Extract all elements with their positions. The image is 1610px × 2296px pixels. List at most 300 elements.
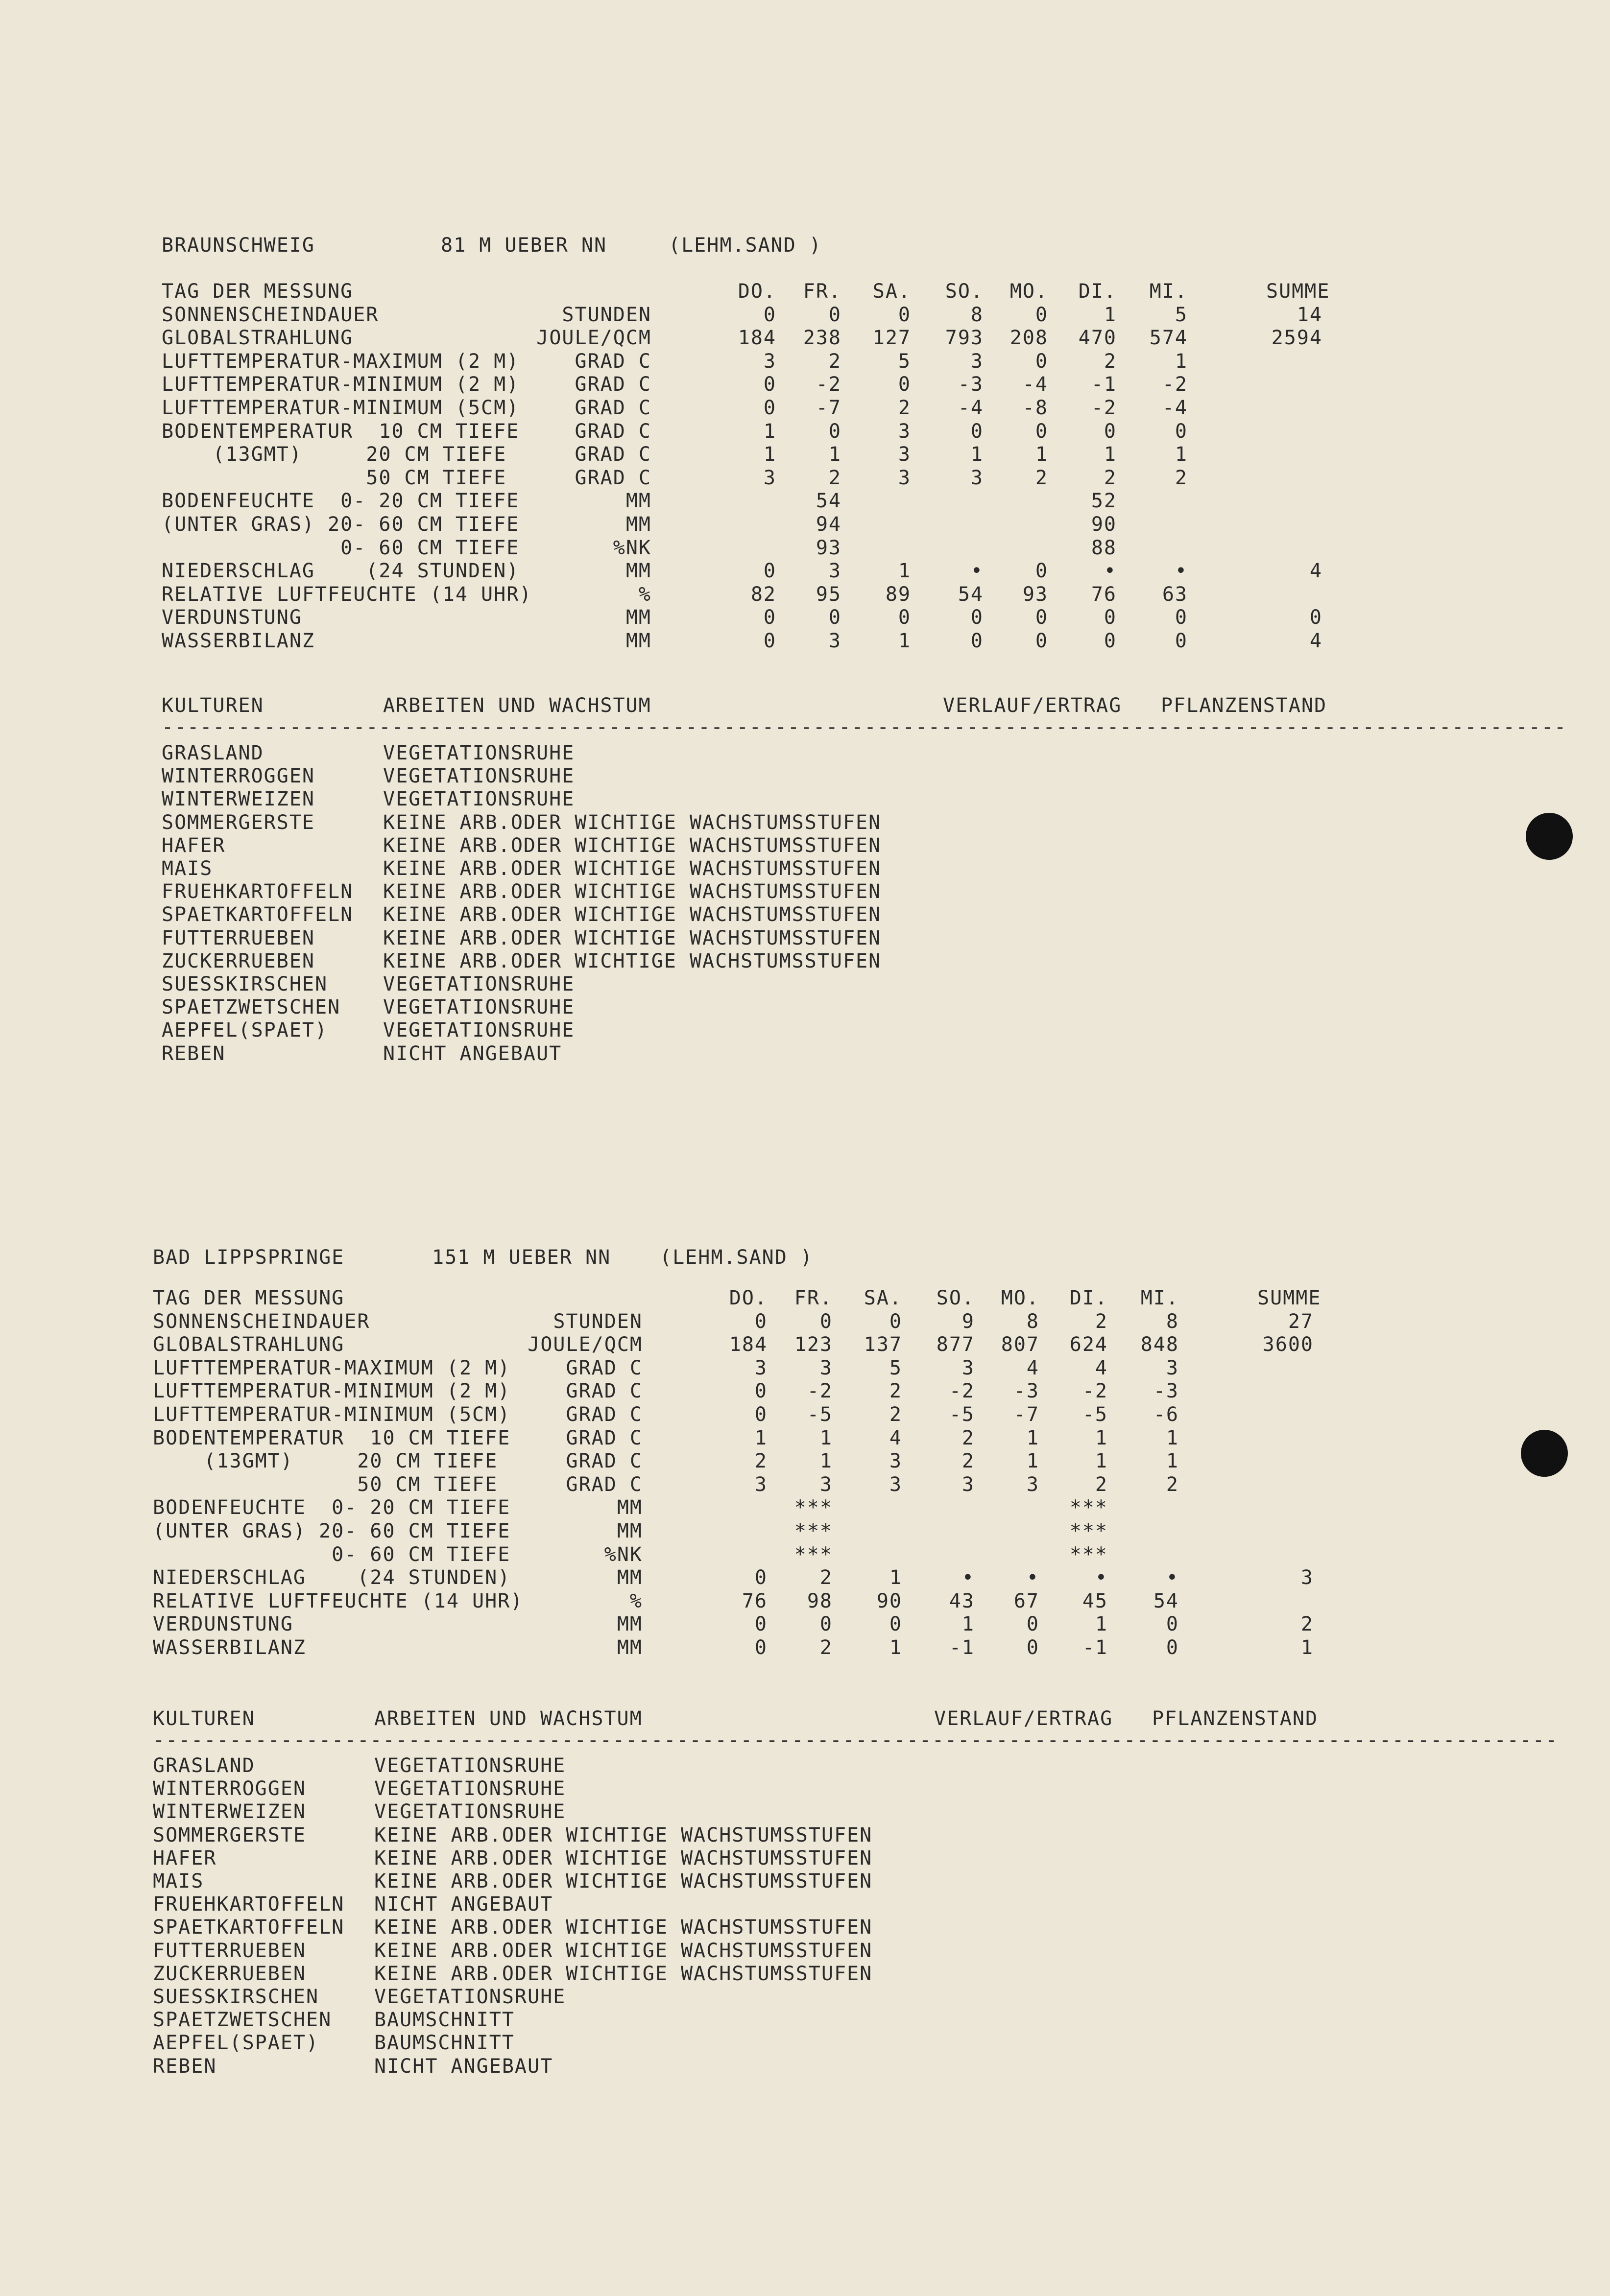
measurement-value: 52 <box>1091 490 1117 513</box>
crop-status: KEINE ARB.ODER WICHTIGE WACHSTUMSSTUFEN <box>383 880 882 903</box>
measurement-value: 2 <box>889 1403 902 1426</box>
measurement-value: 0 <box>763 373 776 396</box>
crop-status: VEGETATIONSRUHE <box>383 742 575 764</box>
measurement-label: LUFTTEMPERATUR-MAXIMUM (2 M) <box>162 350 520 373</box>
measurement-label: NIEDERSCHLAG (24 STUNDEN) <box>153 1566 511 1589</box>
measurement-value: • <box>1026 1566 1039 1589</box>
measurement-value: 90 <box>1091 513 1117 536</box>
crop-status: NICHT ANGEBAUT <box>374 2055 553 2078</box>
measurement-value: 0 <box>1035 630 1048 652</box>
measurement-value: 95 <box>816 583 841 606</box>
day-header: MI. <box>1149 280 1188 303</box>
measurement-label: SONNENSCHEINDAUER <box>153 1310 370 1333</box>
measurement-value: -2 <box>816 373 841 396</box>
measurement-value: 0 <box>1026 1613 1039 1636</box>
measurement-value: 3 <box>819 1356 833 1379</box>
measurement-unit: MM <box>625 606 651 629</box>
measurement-value: 3 <box>898 443 911 466</box>
measurement-value: 2 <box>828 466 841 489</box>
measurement-unit: MM <box>617 1613 643 1636</box>
crop-status: KEINE ARB.ODER WICHTIGE WACHSTUMSSTUFEN <box>383 903 882 926</box>
crop-status: KEINE ARB.ODER WICHTIGE WACHSTUMSSTUFEN <box>374 1870 873 1893</box>
crop-name: FRUEHKARTOFFELN <box>162 880 354 903</box>
crop-name: FUTTERRUEBEN <box>162 926 315 949</box>
day-header: DI. <box>1069 1287 1108 1309</box>
measurement-value: 45 <box>1082 1589 1108 1612</box>
measurement-unit: JOULE/QCM <box>528 1333 643 1356</box>
crop-status: KEINE ARB.ODER WICHTIGE WACHSTUMSSTUFEN <box>374 1846 873 1870</box>
measurement-value: 3 <box>754 1473 768 1496</box>
crop-name: SPAETZWETSCHEN <box>153 2009 332 2032</box>
measurement-value: 3 <box>889 1450 902 1473</box>
crop-name: SPAETKARTOFFELN <box>153 1916 345 1939</box>
station-elevation: 81 M UEBER NN <box>441 234 607 257</box>
measurement-value: 0 <box>1035 350 1048 373</box>
station-name: BAD LIPPSPRINGE <box>153 1246 345 1269</box>
measurement-label: BODENTEMPERATUR 10 CM TIEFE <box>153 1426 511 1449</box>
measurement-value: 0 <box>1035 420 1048 443</box>
measurement-value: • <box>1095 1566 1108 1589</box>
crop-status: KEINE ARB.ODER WICHTIGE WACHSTUMSSTUFEN <box>383 926 882 949</box>
crop-name: SUESSKIRSCHEN <box>162 973 328 995</box>
measurement-value: 184 <box>729 1333 768 1356</box>
measurement-unit: MM <box>625 513 651 536</box>
measurement-value: 54 <box>816 490 841 513</box>
measurement-unit: MM <box>617 1636 643 1659</box>
measurement-value: 0 <box>763 560 776 583</box>
measurement-value: 8 <box>970 303 984 326</box>
crop-status: VEGETATIONSRUHE <box>374 1754 566 1777</box>
day-header: FR. <box>803 280 841 303</box>
measurement-summe: 2 <box>1300 1613 1314 1636</box>
measurement-value: 0 <box>898 606 911 629</box>
measurement-label: 0- 60 CM TIEFE <box>162 536 520 559</box>
measurement-label: VERDUNSTUNG <box>153 1613 293 1636</box>
measurement-value: -5 <box>1082 1403 1108 1426</box>
measurement-label: (UNTER GRAS) 20- 60 CM TIEFE <box>162 513 520 536</box>
measurement-value: -4 <box>1022 373 1048 396</box>
measurement-value: 2 <box>961 1450 975 1473</box>
measurement-unit: MM <box>625 490 651 513</box>
measurement-value: 4 <box>1026 1356 1039 1379</box>
measurement-value: 1 <box>1104 443 1117 466</box>
crop-name: HAFER <box>153 1846 217 1870</box>
measurement-value: • <box>970 560 984 583</box>
crop-status: VEGETATIONSRUHE <box>374 1777 566 1800</box>
measurement-value: *** <box>794 1520 833 1542</box>
measurement-value: 94 <box>816 513 841 536</box>
day-header: MI. <box>1140 1287 1179 1309</box>
measurement-value: 3 <box>961 1473 975 1496</box>
measurement-unit: JOULE/QCM <box>536 327 651 350</box>
measurement-summe: 4 <box>1309 560 1322 583</box>
measurement-unit: GRAD C <box>566 1450 643 1473</box>
measurement-unit: STUNDEN <box>553 1310 643 1333</box>
crop-name: SOMMERGERSTE <box>153 1823 306 1846</box>
separator-line: -------------------------------------------------------------------------------------------------------------- <box>153 1729 1559 1752</box>
measurement-value: 8 <box>1026 1310 1039 1333</box>
station-soil: (LEHM.SAND ) <box>669 234 822 257</box>
measurement-label: GLOBALSTRAHLUNG <box>162 327 354 350</box>
measurement-value: *** <box>794 1543 833 1566</box>
measurement-value: 43 <box>949 1589 975 1612</box>
measurement-label: BODENFEUCHTE 0- 20 CM TIEFE <box>153 1496 511 1519</box>
measurement-value: -1 <box>1082 1636 1108 1659</box>
measurement-unit: GRAD C <box>575 443 651 466</box>
measurement-unit: % <box>629 1589 643 1612</box>
crop-status: VEGETATIONSRUHE <box>383 1019 575 1042</box>
crop-name: SOMMERGERSTE <box>162 811 315 834</box>
crop-name: MAIS <box>153 1870 204 1893</box>
crop-name: WINTERROGGEN <box>153 1777 306 1800</box>
crop-status: KEINE ARB.ODER WICHTIGE WACHSTUMSSTUFEN <box>374 1823 873 1846</box>
station-soil: (LEHM.SAND ) <box>660 1246 813 1269</box>
measurement-value: 238 <box>803 327 841 350</box>
measurement-value: 1 <box>889 1636 902 1659</box>
measurement-value: 76 <box>742 1589 768 1612</box>
measurement-value: 0 <box>754 1310 768 1333</box>
measurement-value: 82 <box>750 583 776 606</box>
measurement-value: 208 <box>1009 327 1048 350</box>
crop-name: HAFER <box>162 834 226 857</box>
measurement-value: -2 <box>807 1380 833 1403</box>
crop-status: VEGETATIONSRUHE <box>374 1986 566 2008</box>
measurement-value: 0 <box>898 373 911 396</box>
measurement-value: 0 <box>754 1636 768 1659</box>
measurement-value: 2 <box>819 1566 833 1589</box>
measurement-value: 0 <box>1175 606 1188 629</box>
measurement-value: 5 <box>889 1356 902 1379</box>
measurement-value: 1 <box>828 443 841 466</box>
measurement-value: 1 <box>819 1450 833 1473</box>
measurement-value: 0 <box>828 303 841 326</box>
measurement-value: 2 <box>828 350 841 373</box>
measurement-unit: MM <box>617 1566 643 1589</box>
measurement-value: 1 <box>1095 1613 1108 1636</box>
crop-status: VEGETATIONSRUHE <box>374 1800 566 1823</box>
measurement-label: TAG DER MESSUNG <box>162 280 354 303</box>
crop-name: REBEN <box>153 2055 217 2078</box>
measurement-value: 98 <box>807 1589 833 1612</box>
measurement-label: SONNENSCHEINDAUER <box>162 303 379 326</box>
measurement-label: 50 CM TIEFE <box>162 466 507 489</box>
measurement-label: (13GMT) 20 CM TIEFE <box>162 443 507 466</box>
measurement-value: 848 <box>1140 1333 1179 1356</box>
measurement-value: -2 <box>1082 1380 1108 1403</box>
measurement-value: 470 <box>1078 327 1117 350</box>
measurement-value: -7 <box>816 397 841 419</box>
crop-status: KEINE ARB.ODER WICHTIGE WACHSTUMSSTUFEN <box>383 857 882 880</box>
crop-name: WINTERWEIZEN <box>153 1800 306 1823</box>
measurement-unit: MM <box>617 1496 643 1519</box>
measurement-value: 574 <box>1149 327 1188 350</box>
measurement-value: 2 <box>1095 1473 1108 1496</box>
measurement-summe: 3 <box>1300 1566 1314 1589</box>
crop-status: NICHT ANGEBAUT <box>374 1893 553 1916</box>
measurement-value: 2 <box>1095 1310 1108 1333</box>
station-name: BRAUNSCHWEIG <box>162 234 315 257</box>
measurement-value: 0 <box>1035 606 1048 629</box>
measurement-value: 3 <box>961 1356 975 1379</box>
measurement-value: 1 <box>1095 1426 1108 1449</box>
measurement-value: -3 <box>958 373 984 396</box>
measurement-value: 807 <box>1001 1333 1039 1356</box>
measurement-value: 1 <box>819 1426 833 1449</box>
measurement-value: 4 <box>1095 1356 1108 1379</box>
crop-status: KEINE ARB.ODER WICHTIGE WACHSTUMSSTUFEN <box>374 1916 873 1939</box>
day-header: DO. <box>738 280 776 303</box>
measurement-value: -5 <box>949 1403 975 1426</box>
measurement-value: 2 <box>1104 466 1117 489</box>
measurement-unit: MM <box>617 1520 643 1542</box>
measurement-value: 2 <box>961 1426 975 1449</box>
day-header: SA. <box>872 280 911 303</box>
measurement-value: 0 <box>819 1310 833 1333</box>
day-header: MO. <box>1009 280 1048 303</box>
measurement-value: 3 <box>763 466 776 489</box>
measurement-value: 877 <box>936 1333 975 1356</box>
station-elevation: 151 M UEBER NN <box>432 1246 611 1269</box>
crop-name: AEPFEL(SPAET) <box>153 2032 319 2055</box>
measurement-value: 1 <box>961 1613 975 1636</box>
measurement-label: VERDUNSTUNG <box>162 606 302 629</box>
measurement-value: 0 <box>828 606 841 629</box>
measurement-label: BODENFEUCHTE 0- 20 CM TIEFE <box>162 490 520 513</box>
measurement-value: 0 <box>889 1310 902 1333</box>
measurement-value: 0 <box>1104 630 1117 652</box>
crop-name: SPAETKARTOFFELN <box>162 903 354 926</box>
crop-name: GRASLAND <box>153 1754 255 1777</box>
measurement-value: 0 <box>970 630 984 652</box>
measurement-value: *** <box>794 1496 833 1519</box>
measurement-value: 3 <box>1026 1473 1039 1496</box>
measurement-value: -4 <box>958 397 984 419</box>
measurement-value: 0 <box>1104 420 1117 443</box>
measurement-unit: GRAD C <box>566 1403 643 1426</box>
measurement-value: 2 <box>889 1380 902 1403</box>
measurement-value: 3 <box>898 466 911 489</box>
measurement-label: LUFTTEMPERATUR-MINIMUM (5CM) <box>153 1403 511 1426</box>
measurement-value: 0 <box>970 420 984 443</box>
measurement-unit: GRAD C <box>575 373 651 396</box>
measurement-value: 3 <box>970 350 984 373</box>
crop-name: ZUCKERRUEBEN <box>162 949 315 972</box>
crop-name: GRASLAND <box>162 742 264 764</box>
crop-status: KEINE ARB.ODER WICHTIGE WACHSTUMSSTUFEN <box>383 811 882 834</box>
measurement-value: • <box>1175 560 1188 583</box>
crop-status: KEINE ARB.ODER WICHTIGE WACHSTUMSSTUFEN <box>383 834 882 857</box>
measurement-label: TAG DER MESSUNG <box>153 1287 345 1309</box>
measurement-unit: %NK <box>604 1543 643 1566</box>
measurement-unit: GRAD C <box>566 1356 643 1379</box>
measurement-value: 1 <box>970 443 984 466</box>
crop-status: KEINE ARB.ODER WICHTIGE WACHSTUMSSTUFEN <box>374 1962 873 1985</box>
measurement-value: • <box>961 1566 975 1589</box>
day-header: MO. <box>1001 1287 1039 1309</box>
measurement-value: 1 <box>1035 443 1048 466</box>
measurement-summe: 0 <box>1309 606 1322 629</box>
measurement-label: 0- 60 CM TIEFE <box>153 1543 511 1566</box>
measurement-value: 1 <box>763 420 776 443</box>
measurement-value: 0 <box>889 1613 902 1636</box>
punch-hole-icon <box>1521 1430 1568 1477</box>
measurement-value: 89 <box>885 583 911 606</box>
crop-name: REBEN <box>162 1042 226 1065</box>
measurement-value: 2 <box>1175 466 1188 489</box>
measurement-value: 0 <box>898 303 911 326</box>
measurement-unit: %NK <box>613 536 651 559</box>
crops-header-kulturen: KULTUREN <box>162 694 264 717</box>
measurement-value: -3 <box>1153 1380 1179 1403</box>
measurement-value: • <box>1166 1566 1179 1589</box>
measurement-value: 54 <box>1153 1589 1179 1612</box>
measurement-value: 3 <box>970 466 984 489</box>
measurement-unit: MM <box>625 630 651 652</box>
measurement-value: 9 <box>961 1310 975 1333</box>
crops-header-verlauf: VERLAUF/ERTRAG <box>934 1707 1113 1730</box>
crop-name: FRUEHKARTOFFELN <box>153 1893 345 1916</box>
measurement-value: 54 <box>958 583 984 606</box>
measurement-value: 1 <box>1095 1450 1108 1473</box>
measurement-label: LUFTTEMPERATUR-MAXIMUM (2 M) <box>153 1356 511 1379</box>
measurement-value: 5 <box>898 350 911 373</box>
measurement-value: 0 <box>754 1403 768 1426</box>
day-header: SA. <box>864 1287 902 1309</box>
crop-name: ZUCKERRUEBEN <box>153 1962 306 1985</box>
measurement-value: 0 <box>1035 303 1048 326</box>
measurement-value: 1 <box>898 630 911 652</box>
measurement-value: 3 <box>1166 1356 1179 1379</box>
crop-name: WINTERWEIZEN <box>162 788 315 811</box>
crops-header-arbeiten: ARBEITEN UND WACHSTUM <box>383 694 651 717</box>
day-header: SO. <box>936 1287 975 1309</box>
measurement-summe: 3600 <box>1262 1333 1314 1356</box>
measurement-value: 1 <box>1166 1450 1179 1473</box>
measurement-label: BODENTEMPERATUR 10 CM TIEFE <box>162 420 520 443</box>
measurement-value: 0 <box>1175 420 1188 443</box>
measurement-value: 0 <box>1035 560 1048 583</box>
day-header: DO. <box>729 1287 768 1309</box>
measurement-label: LUFTTEMPERATUR-MINIMUM (2 M) <box>162 373 520 396</box>
measurement-value: 3 <box>828 560 841 583</box>
measurement-value: 127 <box>872 327 911 350</box>
measurement-value: 3 <box>754 1356 768 1379</box>
measurement-value: 3 <box>763 350 776 373</box>
measurement-value: 1 <box>1175 350 1188 373</box>
measurement-value: 624 <box>1069 1333 1108 1356</box>
measurement-label: RELATIVE LUFTFEUCHTE (14 UHR) <box>153 1589 524 1612</box>
measurement-value: *** <box>1069 1543 1108 1566</box>
measurement-value: -2 <box>949 1380 975 1403</box>
crop-status: NICHT ANGEBAUT <box>383 1042 562 1065</box>
measurement-value: 67 <box>1013 1589 1039 1612</box>
measurement-unit: STUNDEN <box>562 303 651 326</box>
measurement-value: 93 <box>816 536 841 559</box>
measurement-value: 184 <box>738 327 776 350</box>
measurement-value: 5 <box>1175 303 1188 326</box>
crop-status: VEGETATIONSRUHE <box>383 996 575 1019</box>
measurement-value: 1 <box>1026 1426 1039 1449</box>
measurement-label: WASSERBILANZ <box>162 630 315 652</box>
crop-name: SUESSKIRSCHEN <box>153 1986 319 2008</box>
measurement-value: 1 <box>1166 1426 1179 1449</box>
measurement-value: -4 <box>1162 397 1188 419</box>
measurement-summe: 1 <box>1300 1636 1314 1659</box>
measurement-value: 0 <box>1166 1613 1179 1636</box>
measurement-value: 2 <box>898 397 911 419</box>
measurement-value: 3 <box>819 1473 833 1496</box>
measurement-label: GLOBALSTRAHLUNG <box>153 1333 345 1356</box>
crops-header-verlauf: VERLAUF/ERTRAG <box>943 694 1122 717</box>
measurement-value: 3 <box>828 630 841 652</box>
measurement-label: 50 CM TIEFE <box>153 1473 498 1496</box>
crop-status: BAUMSCHNITT <box>374 2032 515 2055</box>
measurement-label: NIEDERSCHLAG (24 STUNDEN) <box>162 560 520 583</box>
crops-header-stand: PFLANZENSTAND <box>1161 694 1327 717</box>
measurement-value: 1 <box>754 1426 768 1449</box>
measurement-value: 137 <box>864 1333 902 1356</box>
measurement-value: 3 <box>889 1473 902 1496</box>
measurement-value: 8 <box>1166 1310 1179 1333</box>
measurement-unit: GRAD C <box>566 1426 643 1449</box>
measurement-value: -1 <box>949 1636 975 1659</box>
measurement-value: 2 <box>819 1636 833 1659</box>
crop-name: AEPFEL(SPAET) <box>162 1019 328 1042</box>
day-header: DI. <box>1078 280 1117 303</box>
measurement-value: 1 <box>1104 303 1117 326</box>
measurement-value: 2 <box>1104 350 1117 373</box>
crops-header-arbeiten: ARBEITEN UND WACHSTUM <box>374 1707 643 1730</box>
crop-name: SPAETZWETSCHEN <box>162 996 341 1019</box>
measurement-unit: GRAD C <box>575 350 651 373</box>
measurement-label: (13GMT) 20 CM TIEFE <box>153 1450 498 1473</box>
crop-name: MAIS <box>162 857 213 880</box>
measurement-summe: 4 <box>1309 630 1322 652</box>
measurement-value: *** <box>1069 1496 1108 1519</box>
measurement-unit: GRAD C <box>575 397 651 419</box>
measurement-unit: MM <box>625 560 651 583</box>
measurement-value: 0 <box>819 1613 833 1636</box>
measurement-value: 0 <box>1166 1636 1179 1659</box>
summe-header: SUMME <box>1266 280 1330 303</box>
measurement-value: -2 <box>1091 397 1117 419</box>
crop-name: WINTERROGGEN <box>162 765 315 788</box>
measurement-label: RELATIVE LUFTFEUCHTE (14 UHR) <box>162 583 532 606</box>
measurement-value: 0 <box>763 303 776 326</box>
measurement-label: LUFTTEMPERATUR-MINIMUM (5CM) <box>162 397 520 419</box>
measurement-value: 123 <box>794 1333 833 1356</box>
measurement-summe: 2594 <box>1271 327 1322 350</box>
measurement-value: 0 <box>763 606 776 629</box>
measurement-unit: GRAD C <box>575 420 651 443</box>
measurement-value: 4 <box>889 1426 902 1449</box>
measurement-value: 2 <box>1166 1473 1179 1496</box>
measurement-value: 0 <box>763 630 776 652</box>
measurement-value: -2 <box>1162 373 1188 396</box>
day-header: FR. <box>794 1287 833 1309</box>
measurement-value: 3 <box>898 420 911 443</box>
measurement-value: -3 <box>1013 1380 1039 1403</box>
measurement-value: -1 <box>1091 373 1117 396</box>
punch-hole-icon <box>1526 813 1573 860</box>
measurement-unit: GRAD C <box>566 1473 643 1496</box>
measurement-value: 0 <box>754 1380 768 1403</box>
measurement-unit: GRAD C <box>566 1380 643 1403</box>
measurement-value: *** <box>1069 1520 1108 1542</box>
crop-status: KEINE ARB.ODER WICHTIGE WACHSTUMSSTUFEN <box>383 949 882 972</box>
measurement-value: 0 <box>754 1613 768 1636</box>
measurement-value: 76 <box>1091 583 1117 606</box>
